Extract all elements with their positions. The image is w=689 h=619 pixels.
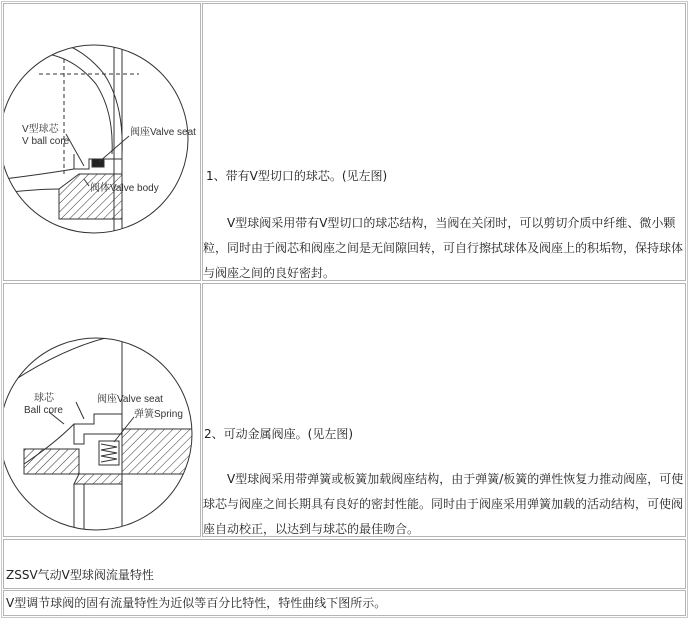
label-v-ball-core-cn: V型球芯 xyxy=(22,124,59,135)
label-v-ball-core-en: V ball core xyxy=(22,136,70,147)
feature-paragraph-2: V型球阀采用带弹簧或板簧加载阀座结构，由于弹簧/板簧的弹性恢复力推动阀座，可使球芯与阀座之间长期具有良好的密封性能。同时由于阀座采用弹簧加载的活动结构，可使阀座自动校正，以达到与球芯的最佳吻合。 xyxy=(203,472,684,536)
figure-cell-1 xyxy=(3,3,201,281)
feature-heading-1: 1、带有V型切口的球芯。(见左图) xyxy=(206,169,388,183)
label-ball-core-cn: 球芯 xyxy=(34,393,54,404)
text-cell-1 xyxy=(202,3,686,281)
text-cell-2 xyxy=(202,283,686,537)
metal-seat-diagram xyxy=(4,284,200,536)
description-cell xyxy=(3,590,686,616)
figure-cell-2 xyxy=(3,283,201,537)
feature-paragraph-1: V型球阀采用带有V型切口的球芯结构，当阀在关闭时，可以剪切介质中纤维、微小颗粒，同时由于阀芯和阀座之间是无间隙回转，可自行擦拭球体及阀座上的积垢物，保持球体与阀座之间的良好密封。 xyxy=(203,216,684,280)
feature-heading-2: 2、可动金属阀座。(见左图) xyxy=(204,427,353,441)
label-valve-seat: 阀座Valve seat xyxy=(130,127,196,138)
flow-characteristic-description: V型调节球阀的固有流量特性为近似等百分比特性，特性曲线下图所示。 xyxy=(6,596,387,610)
section-title: ZSSV气动V型球阀流量特性 xyxy=(6,568,154,582)
label-ball-core-en: Ball core xyxy=(24,405,63,416)
label-valve-body: 阀体Valve body xyxy=(90,183,159,194)
section-title-cell xyxy=(3,539,686,589)
label-valve-seat-2: 阀座Valve seat xyxy=(97,394,163,405)
label-spring: 弹簧Spring xyxy=(134,409,183,420)
v-ball-core-diagram xyxy=(4,4,200,280)
